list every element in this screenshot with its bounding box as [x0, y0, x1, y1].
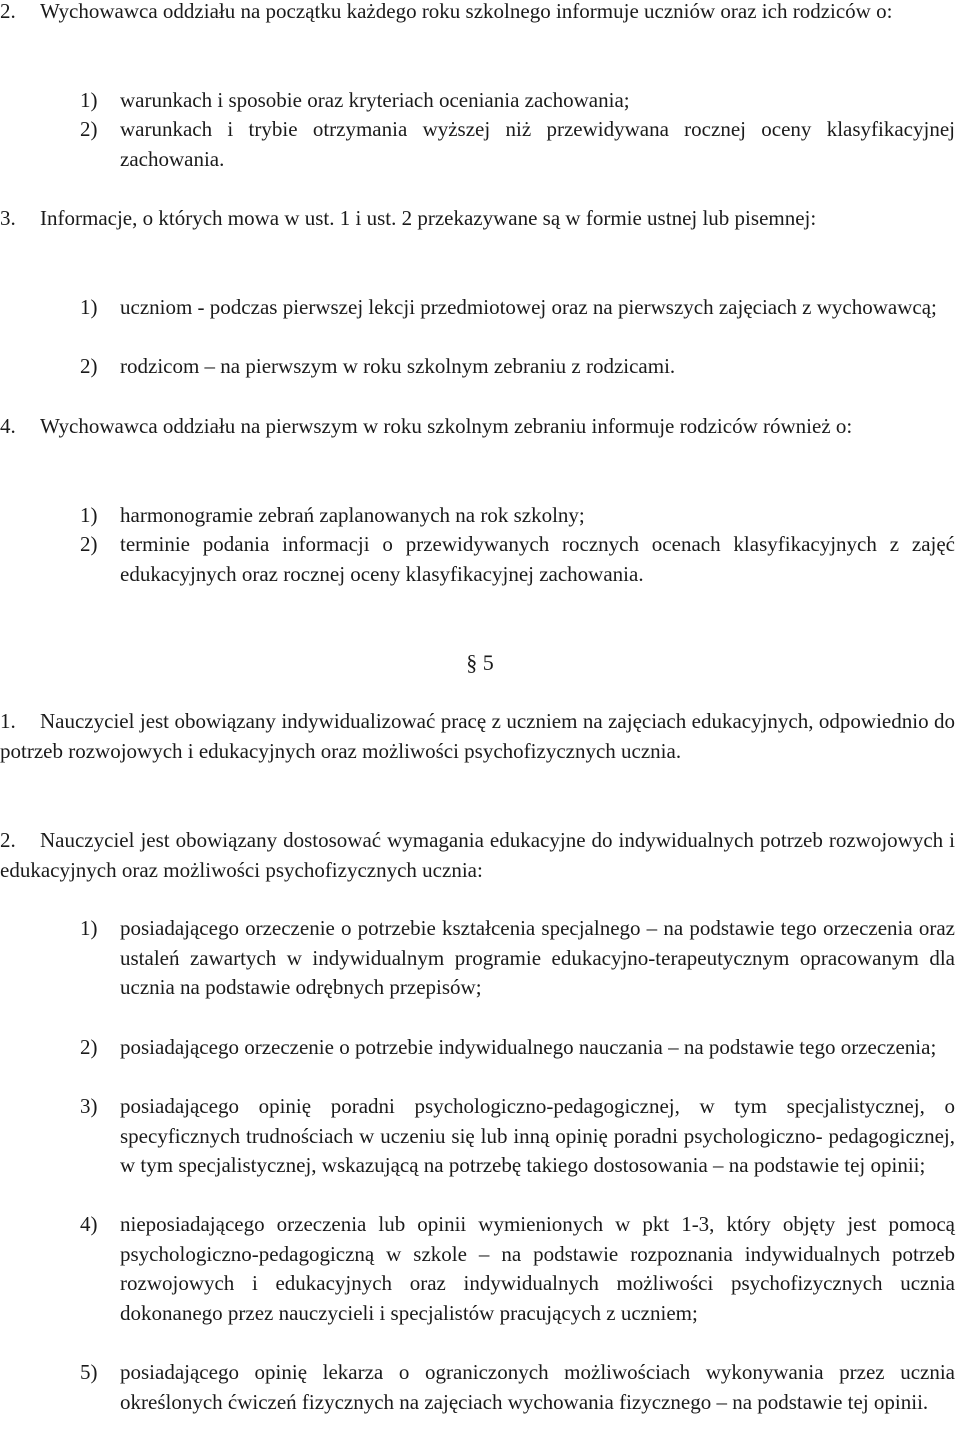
list-item — [80, 115, 955, 174]
list-item-text: posiadającego opinię lekarza o ograniczonych możliwościach wykonywania przez ucznia określonych ćwiczeń fizycznych na zajęciach wychowania fizycznego – na podstawie tej opinii. — [120, 1360, 955, 1414]
section-heading: § 5 — [466, 650, 494, 675]
section5-paragraph-2 — [0, 826, 955, 885]
list-item-number: 2) — [80, 1035, 98, 1059]
paragraph-number: 2. — [0, 828, 16, 852]
list-item — [80, 1210, 955, 1328]
list-item-number: 1) — [80, 503, 98, 527]
paragraph-text: Wychowawca oddziału na początku każdego roku szkolnego informuje uczniów oraz ich rodziców o: — [40, 0, 893, 23]
paragraph-number: 3. — [0, 206, 16, 230]
list-item-text: harmonogramie zebrań zaplanowanych na rok szkolny; — [120, 503, 585, 527]
list-item — [80, 501, 955, 531]
list-item-text: rodzicom – na pierwszym w roku szkolnym zebraniu z rodzicami. — [120, 354, 676, 378]
list-item-number: 2) — [80, 117, 98, 141]
list-item-number: 5) — [80, 1360, 98, 1384]
list-item-text: posiadającego opinię poradni psychologiczno-pedagogicznej, w tym specjalistycznej, o specyficznych trudnościach w uczeniu się lub inną opinię poradni psychologiczno- pedagogicznej, w tym specjalistycznej, wskazującą na potrzebę takiego dostosowania – na podstawie tej opinii; — [120, 1094, 955, 1178]
list-item — [80, 1033, 955, 1063]
list-item-text: posiadającego orzeczenie o potrzebie kształcenia specjalnego – na podstawie tego orzeczenia oraz ustaleń zawartych w indywidualnym programie edukacyjno-terapeutycznym opracowanym dla ucznia na podstawie odrębnych przepisów; — [120, 916, 955, 1000]
list-item — [80, 530, 955, 589]
paragraph-text: Nauczyciel jest obowiązany indywidualizować pracę z uczniem na zajęciach edukacyjnych, odpowiednio do potrzeb rozwojowych i edukacyjnych oraz możliwości psychofizycznych ucznia. — [0, 709, 955, 763]
list-item — [80, 86, 955, 116]
paragraph-number: 4. — [0, 414, 16, 438]
list-item-number: 3) — [80, 1094, 98, 1118]
list-item-text: uczniom - podczas pierwszej lekcji przedmiotowej oraz na pierwszych zajęciach z wychowawcą; — [120, 295, 937, 319]
list-item-text: terminie podania informacji o przewidywanych rocznych ocenach klasyfikacyjnych z zajęć edukacyjnych oraz rocznej oceny klasyfikacyjnej zachowania. — [120, 532, 955, 586]
paragraph-2 — [0, 0, 955, 27]
paragraph-3 — [0, 204, 955, 234]
section5-paragraph-1 — [0, 707, 955, 766]
list-item-number: 4) — [80, 1212, 98, 1236]
list-item-text: posiadającego orzeczenie o potrzebie indywidualnego nauczania – na podstawie tego orzeczenia; — [120, 1035, 937, 1059]
list-item-number: 1) — [80, 295, 98, 319]
list-item — [80, 293, 955, 323]
list-item-number: 2) — [80, 354, 98, 378]
paragraph-text: Informacje, o których mowa w ust. 1 i ust. 2 przekazywane są w formie ustnej lub pisemnej: — [40, 206, 817, 230]
list-item-number: 1) — [80, 916, 98, 940]
list-item-number: 1) — [80, 88, 98, 112]
list-item — [80, 1092, 955, 1181]
list-item — [80, 352, 955, 382]
list-item — [80, 914, 955, 1003]
list-item-number: 2) — [80, 532, 98, 556]
paragraph-number: 2. — [0, 0, 16, 23]
paragraph-number: 1. — [0, 709, 16, 733]
list-item-text: warunkach i sposobie oraz kryteriach oceniania zachowania; — [120, 88, 630, 112]
list-item-text: warunkach i trybie otrzymania wyższej niż przewidywana rocznej oceny klasyfikacyjnej zachowania. — [120, 117, 955, 171]
paragraph-text: Nauczyciel jest obowiązany dostosować wymagania edukacyjne do indywidualnych potrzeb rozwojowych i edukacyjnych oraz możliwości psychofizycznych ucznia: — [0, 828, 955, 882]
paragraph-4 — [0, 412, 955, 442]
paragraph-text: Wychowawca oddziału na pierwszym w roku szkolnym zebraniu informuje rodziców również o: — [40, 414, 853, 438]
list-item-text: nieposiadającego orzeczenia lub opinii wymienionych w pkt 1-3, który objęty jest pomocą psychologiczno-pedagogiczną w szkole – na podstawie rozpoznania indywidualnych potrzeb rozwojowych i edukacyjnych oraz indywidualnych możliwości psychofizycznych ucznia dokonanego przez nauczycieli i specjalistów pracujących z uczniem; — [120, 1212, 955, 1325]
list-item — [80, 1358, 955, 1417]
